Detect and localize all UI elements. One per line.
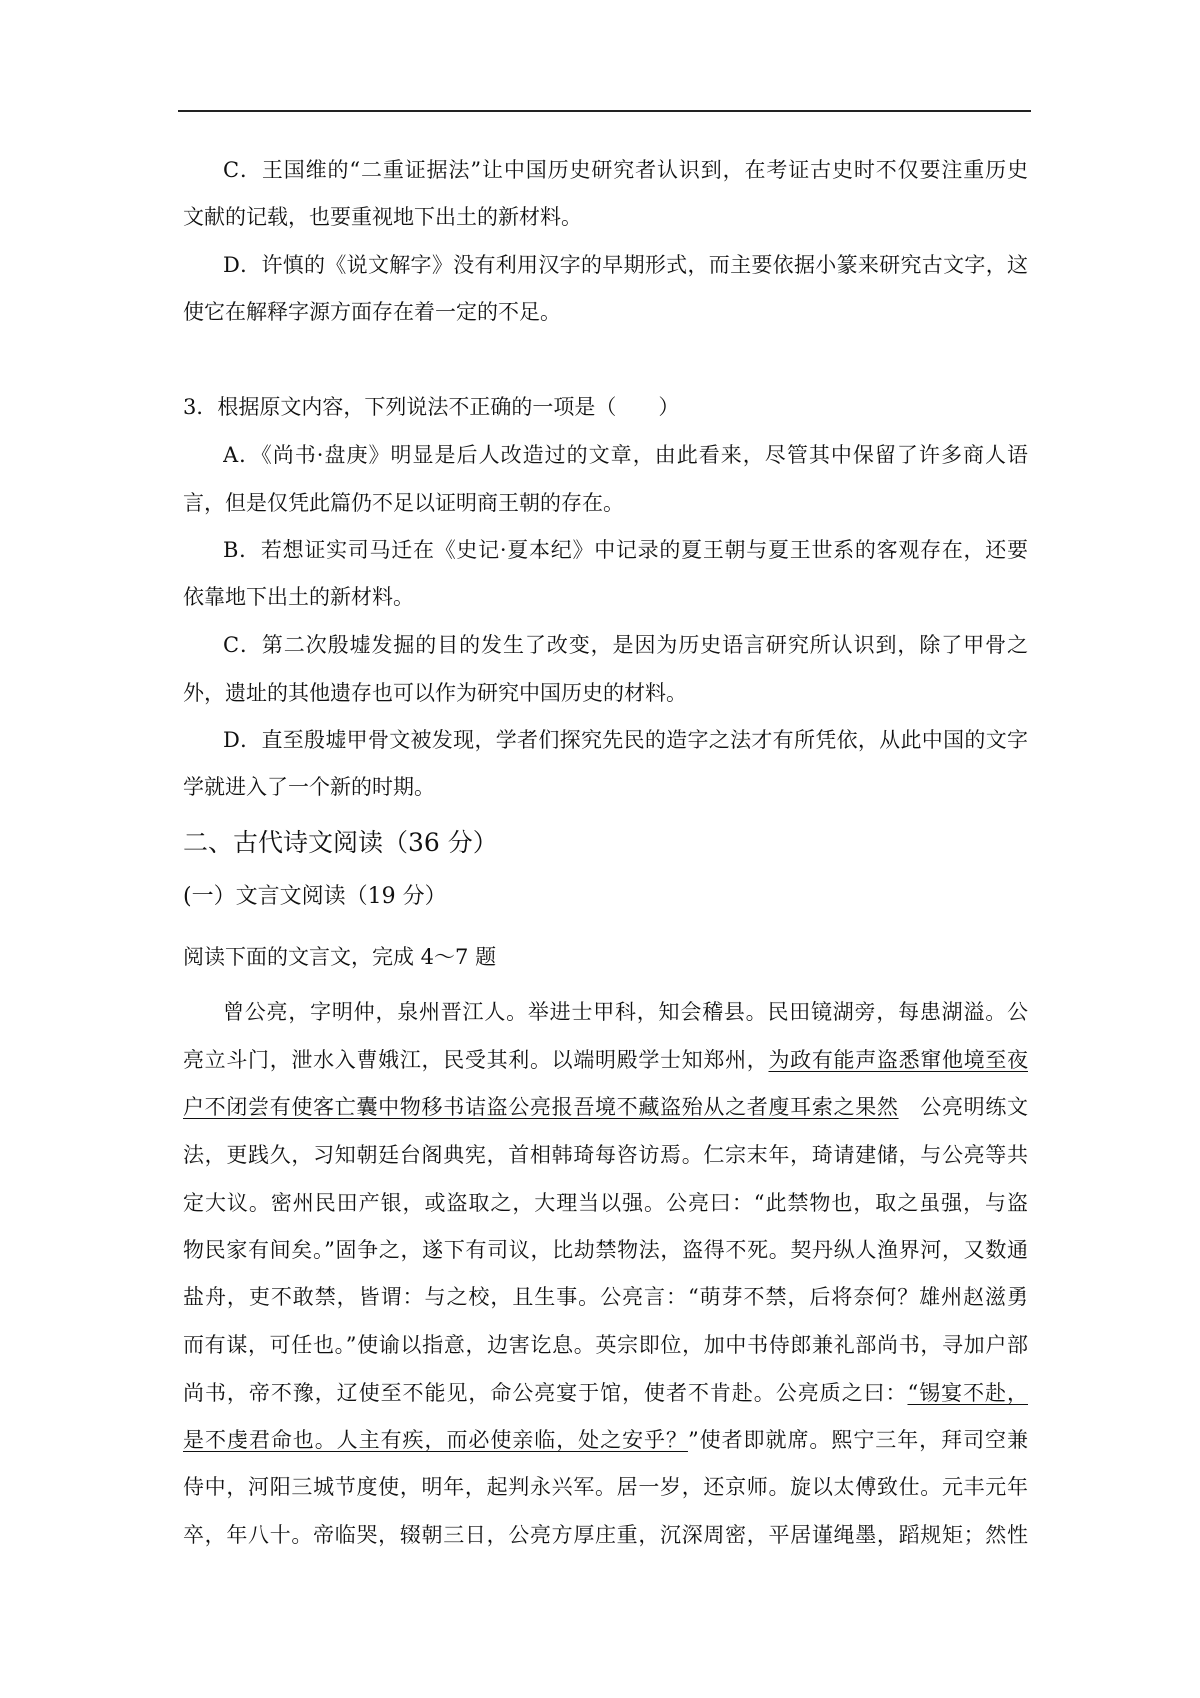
passage-text: 尚书，帝不豫，辽使至不能见，命公亮宴于馆，使者不肯赴。公亮质之曰： (183, 1381, 908, 1405)
q3-option-b-line2: 依靠地下出土的新材料。 (183, 585, 414, 609)
q3-option-a-line1: A．《尚书·盘庚》明显是后人改造过的文章，由此看来，尽管其中保留了许多商人语 (223, 443, 1028, 467)
passage-line (183, 1092, 1028, 1122)
passage-line: 卒，年八十。帝临哭，辍朝三日，公亮方厚庄重，沉深周密，平居谨绳墨，蹈规矩；然性 (183, 1523, 1028, 1547)
passage-line: 盐舟，吏不敢禁，皆谓：与之校，且生事。公亮言：“萌芽不禁，后将奈何？雄州赵滋勇 (183, 1285, 1028, 1309)
passage-text: 亮立斗门，泄水入曹娥江，民受其利。以端明殿学士知郑州， (183, 1048, 769, 1072)
q3-stem: 3．根据原文内容，下列说法不正确的一项是（ ） (183, 395, 680, 419)
q3-option-c-line2: 外，遗址的其他遗存也可以作为研究中国历史的材料。 (183, 681, 687, 705)
passage-text: ”使者即就席。熙宁三年，拜司空兼 (687, 1428, 1028, 1452)
q2-option-c-line1: C．王国维的“二重证据法”让中国历史研究者认识到，在考证古史时不仅要注重历史 (223, 158, 1028, 182)
passage-line (183, 1378, 1028, 1408)
passage-underlined-text: 是不虔君命也。人主有疾，而必使亲临，处之安乎？ (183, 1428, 688, 1452)
q3-option-c-line1: C．第二次殷墟发掘的目的发生了改变，是因为历史语言研究所认识到，除了甲骨之 (223, 633, 1028, 657)
passage-underlined-text: 户不闭尝有使客亡囊中物移书诘盗公亮报吾境不藏盗殆从之者廋耳索之果然 (183, 1095, 899, 1119)
sub-section-heading: (一）文言文阅读（19 分） (183, 884, 447, 909)
passage-line (183, 1045, 1028, 1075)
passage-line (183, 1425, 1028, 1455)
q3-option-a-line2: 言，但是仅凭此篇仍不足以证明商王朝的存在。 (183, 491, 624, 515)
q3-option-d-line1: D．直至殷墟甲骨文被发现，学者们探究先民的造字之法才有所凭依，从此中国的文字 (223, 728, 1028, 752)
passage-line: 曾公亮，字明仲，泉州晋江人。举进士甲科，知会稽县。民田镜湖旁，每患湖溢。公 (223, 1000, 1028, 1024)
reading-instruction: 阅读下面的文言文，完成 4～7 题 (183, 945, 497, 969)
q3-option-b-line1: B．若想证实司马迁在《史记·夏本纪》中记录的夏王朝与夏王世系的客观存在，还要 (223, 538, 1028, 562)
passage-line: 而有谋，可任也。”使谕以指意，边害讫息。英宗即位，加中书侍郎兼礼部尚书，寻加户部 (183, 1333, 1028, 1357)
q3-option-d-line2: 学就进入了一个新的时期。 (183, 775, 435, 799)
passage-line: 侍中，河阳三城节度使，明年，起判永兴军。居一岁，还京师。旋以太傅致仕。元丰元年 (183, 1475, 1028, 1499)
passage-underlined-text: “锡宴不赴， (907, 1381, 1028, 1405)
passage-line: 物民家有间矣。”固争之，遂下有司议，比劫禁物法，盗得不死。契丹纵人渔界河，又数通 (183, 1238, 1028, 1262)
q2-option-c-line2: 文献的记载，也要重视地下出土的新材料。 (183, 205, 582, 229)
section-heading: 二、古代诗文阅读（36 分） (183, 828, 498, 857)
q2-option-d-line1: D．许慎的《说文解字》没有利用汉字的早期形式，而主要依据小篆来研究古文字，这 (223, 253, 1028, 277)
header-rule (178, 110, 1031, 112)
passage-line: 法，更践久，习知朝廷台阁典宪，首相韩琦每咨访焉。仁宗末年，琦请建储，与公亮等共 (183, 1143, 1028, 1167)
passage-line: 定大议。密州民田产银，或盗取之，大理当以强。公亮曰：“此禁物也，取之虽强，与盗 (183, 1191, 1028, 1215)
passage-underlined-text: 为政有能声盗悉窜他境至夜 (768, 1048, 1028, 1072)
passage-text: 公亮明练文 (919, 1095, 1028, 1119)
q2-option-d-line2: 使它在解释字源方面存在着一定的不足。 (183, 300, 561, 324)
